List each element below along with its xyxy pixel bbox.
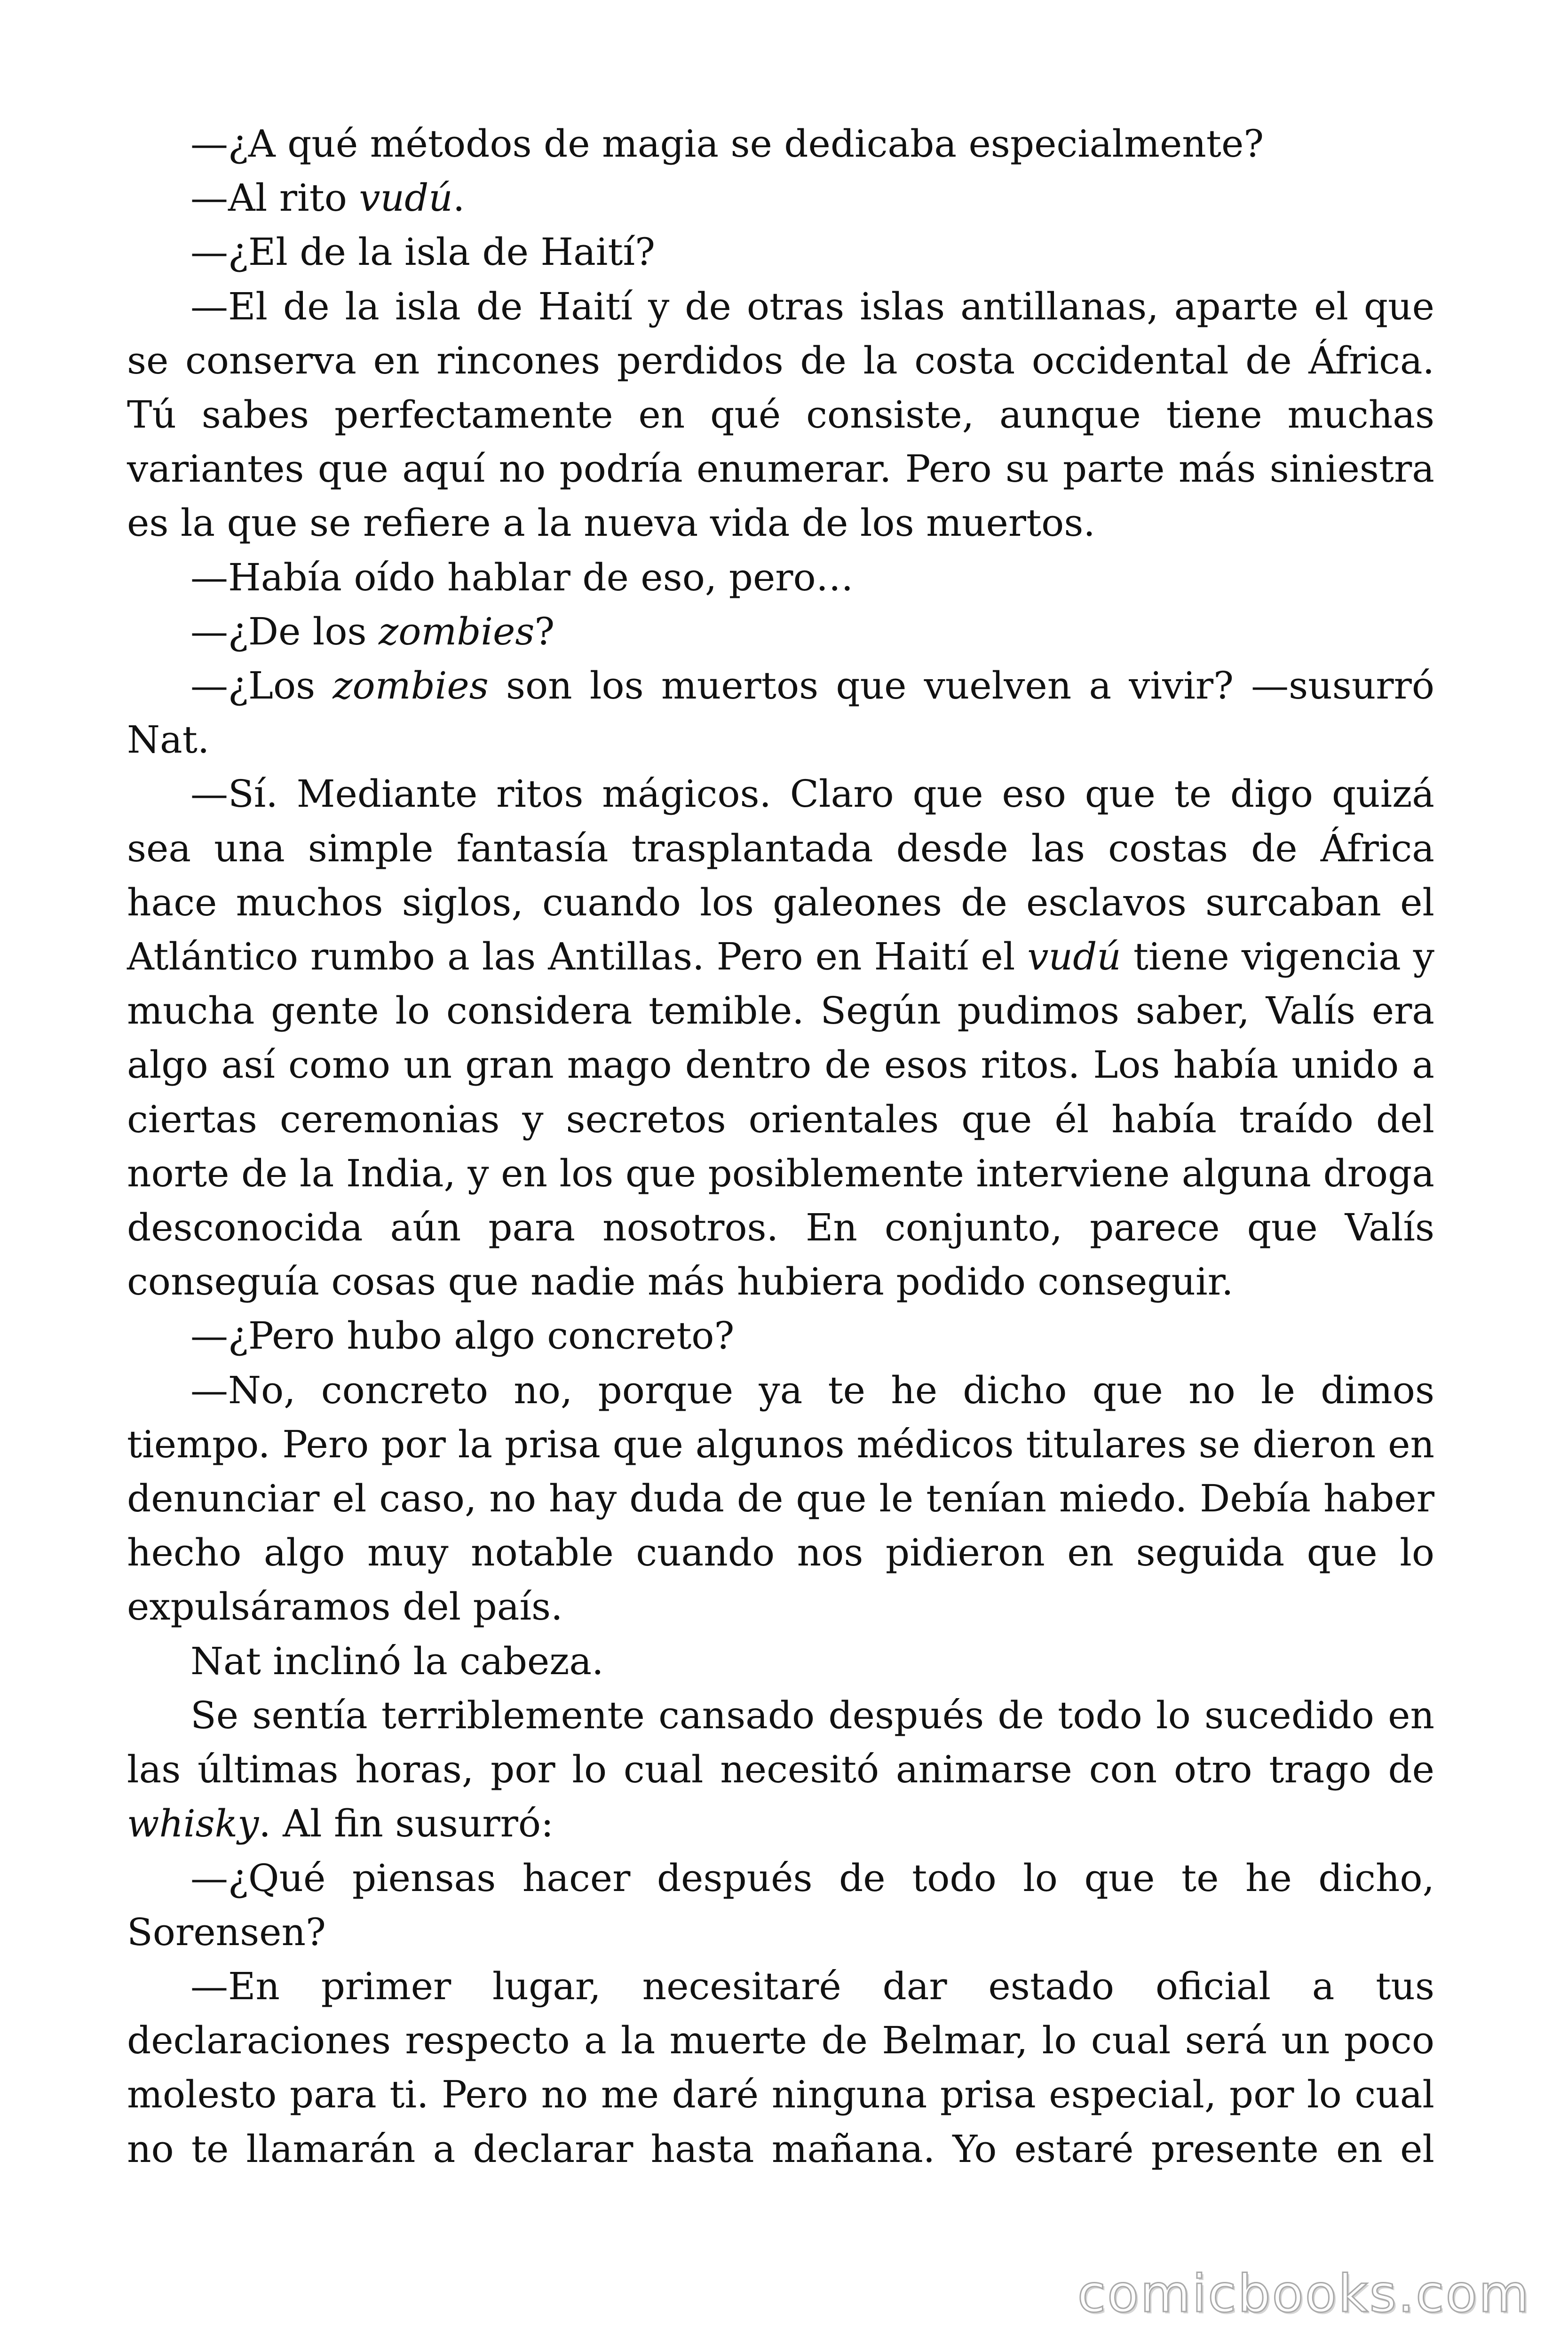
text-run: Nat inclinó la cabeza. — [190, 1639, 604, 1683]
italic-text: whisky — [127, 1802, 259, 1846]
text-run: . — [452, 176, 465, 220]
text-run: —¿El de la isla de Haití? — [190, 230, 656, 274]
paragraph — [127, 1634, 1434, 1688]
paragraph — [127, 1851, 1434, 1959]
text-run: —¿Los — [190, 664, 333, 708]
watermark: comicbooks.com — [1077, 2264, 1530, 2324]
text-run: —¿De los — [190, 609, 379, 653]
text-run: . Al fin susurró: — [259, 1802, 554, 1846]
text-run: —¿Qué piensas hacer después de todo lo que te he dicho, Sorensen? — [127, 1856, 1434, 1954]
paragraph — [127, 225, 1434, 279]
text-run: son los muertos que vuelven a vivir? —susurró Nat. — [127, 664, 1434, 762]
paragraph — [127, 550, 1434, 604]
text-run: —Al rito — [190, 176, 359, 220]
text-run: —¿A qué métodos de magia se dedicaba especialmente? — [190, 122, 1264, 166]
text-run: —Sí. Mediante ritos mágicos. Claro que eso que te digo quizá sea una simple fantasía trasplantada desde las costas de África hace muchos siglos, cuando los galeones de esclavos surcaban el Atlántico rumbo a las Antillas. Pero en Haití el — [127, 772, 1434, 979]
paragraph — [127, 1959, 1434, 2176]
paragraph — [127, 117, 1434, 171]
text-run: —El de la isla de Haití y de otras islas antillanas, aparte el que se conserva en rincones perdidos de la costa occidental de África. Tú sabes perfectamente en qué consiste, aunque tiene muchas variantes que aquí no podría enumerar. Pero su parte más siniestra es la que se refiere a la nueva vida de los muertos. — [127, 284, 1434, 545]
text-run: Se sentía terriblemente cansado después de todo lo sucedido en las últimas horas, por lo cual necesitó animarse con otro trago de — [127, 1693, 1434, 1792]
paragraph — [127, 1309, 1434, 1363]
italic-text: zombies — [333, 664, 489, 708]
text-run: —Había oído hablar de eso, pero… — [190, 555, 854, 599]
text-run: ? — [534, 609, 555, 653]
paragraph — [127, 767, 1434, 1309]
italic-text: vudú — [359, 176, 453, 220]
paragraph — [127, 604, 1434, 659]
italic-text: vudú — [1027, 935, 1121, 979]
paragraph — [127, 659, 1434, 767]
italic-text: zombies — [379, 609, 535, 653]
text-run: —En primer lugar, necesitaré dar estado oficial a tus declaraciones respecto a la muerte de Belmar, lo cual será un poco molesto para ti. Pero no me daré ninguna prisa especial, por lo cual no te llamarán a declarar hasta mañana. Yo estaré presente en el — [127, 1964, 1434, 2171]
paragraph — [127, 1688, 1434, 1851]
paragraph — [127, 279, 1434, 550]
text-run: —¿Pero hubo algo concreto? — [190, 1314, 735, 1358]
paragraph — [127, 1363, 1434, 1634]
page-body-text — [127, 117, 1434, 2176]
text-run: —No, concreto no, porque ya te he dicho que no le dimos tiempo. Pero por la prisa que algunos médicos titulares se dieron en denunciar el caso, no hay duda de que le tenían miedo. Debía haber hecho algo muy notable cuando nos pidieron en seguida que lo expulsáramos del país. — [127, 1368, 1434, 1629]
text-run: tiene vigencia y mucha gente lo considera temible. Según pudimos saber, Valís era algo así como un gran mago dentro de esos ritos. Los había unido a ciertas ceremonias y secretos orientales que él había traído del norte de la India, y en los que posiblemente interviene alguna droga desconocida aún para nosotros. En conjunto, parece que Valís conseguía cosas que nadie más hubiera podido conseguir. — [127, 935, 1434, 1304]
paragraph — [127, 171, 1434, 225]
